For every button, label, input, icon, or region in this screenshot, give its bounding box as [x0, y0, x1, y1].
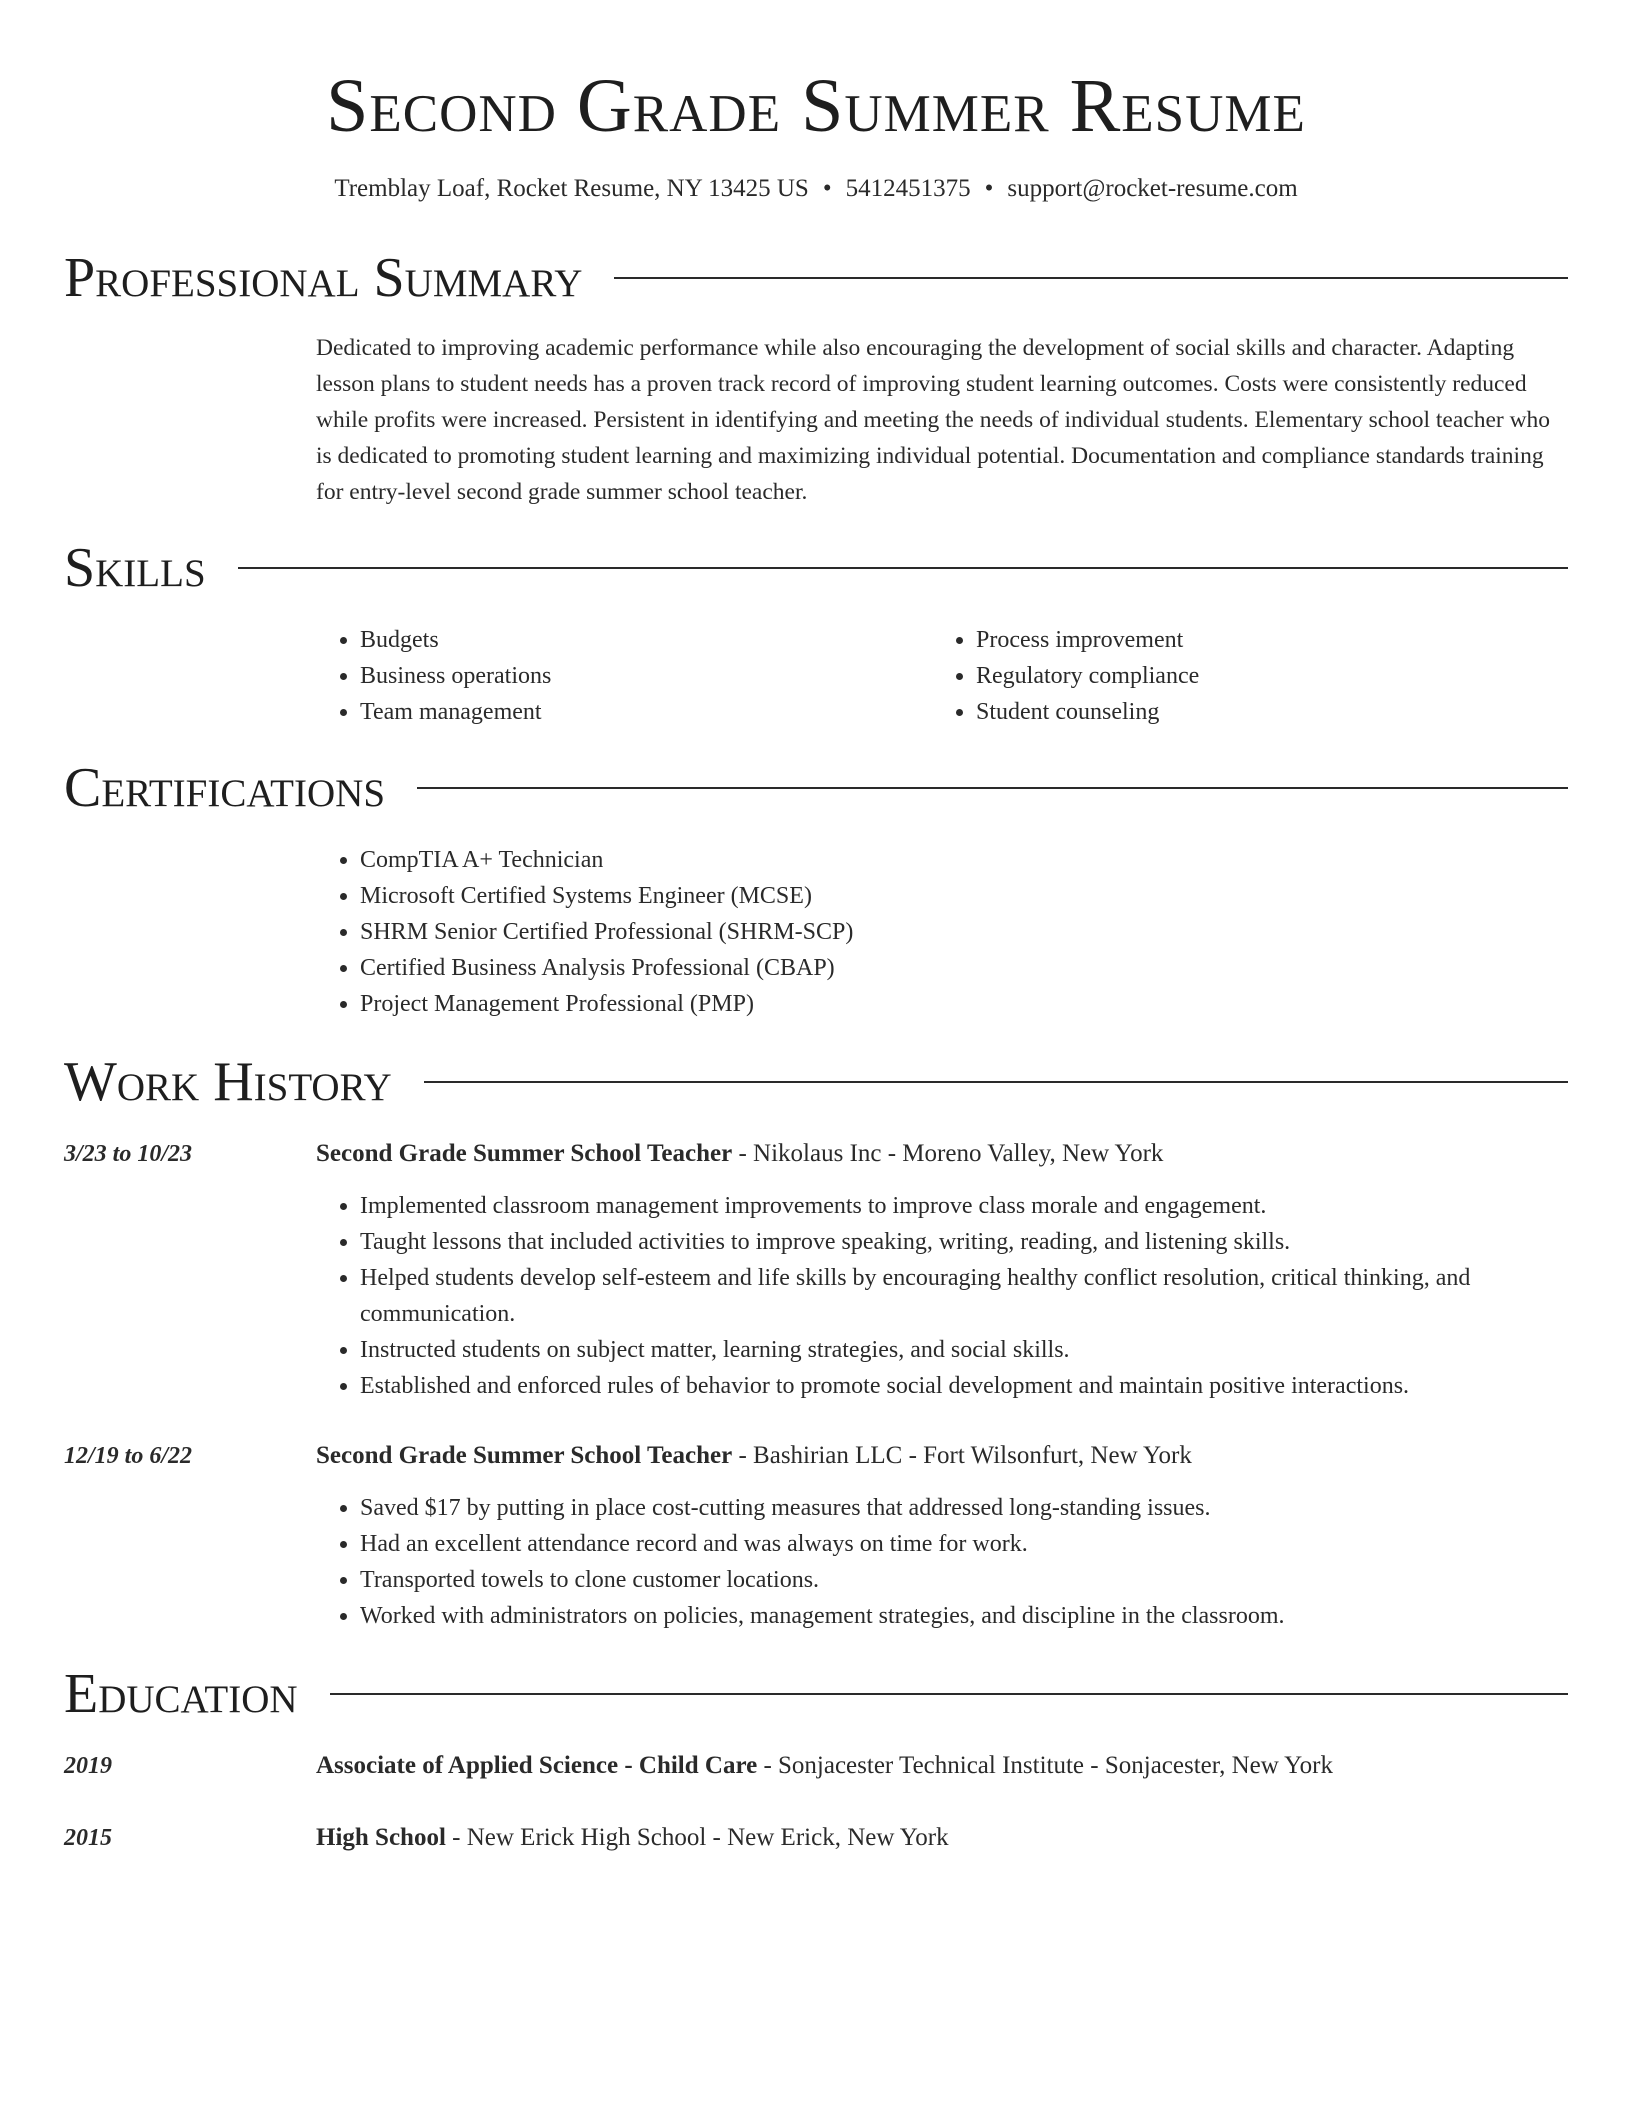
summary-text: Dedicated to improving academic performance while also encouraging the development of social skills and character. Adapting lesson plans to student needs has a proven track record of improving student learning outcomes. Costs were consistently reduced while profits were increased. Persistent in identifying and meeting the needs of individual students. Elementary school teacher who is dedicated to promoting student learning and maximizing individual potential. Documentation and compliance standards training for entry-level second grade summer school teacher. [316, 335, 1551, 505]
certification-item: • Certified Business Analysis Professional (CBAP) [360, 950, 1568, 986]
certifications-section-heading [64, 756, 1568, 820]
job-entry [64, 1136, 1568, 1404]
education-details: - Sonjacester Technical Institute - Sonjacester, New York [757, 1752, 1333, 1779]
section-divider [238, 567, 1568, 569]
skill-item: • Regulatory compliance [976, 658, 1548, 694]
contact-separator: • [822, 175, 832, 202]
education-section-heading [64, 1662, 1568, 1726]
job-bullet: • Had an excellent attendance record and was always on time for work. [360, 1526, 1568, 1562]
job-bullet: • Taught lessons that included activities to improve speaking, writing, reading, and listening skills. [360, 1224, 1568, 1260]
certification-item: • SHRM Senior Certified Professional (SHRM-SCP) [360, 914, 1568, 950]
job-bullet: • Instructed students on subject matter, learning strategies, and social skills. [360, 1332, 1568, 1368]
skills-column-right [932, 622, 1548, 730]
contact-separator: • [984, 175, 994, 202]
skill-item: • Team management [360, 694, 932, 730]
job-dates: 12/19 to 6/22 [64, 1443, 193, 1469]
education-entry [64, 1820, 1568, 1856]
education-heading [316, 1820, 949, 1856]
contact-address: Tremblay Loaf, Rocket Resume, NY 13425 US [334, 175, 809, 202]
resume-title: Second Grade Summer Resume [326, 64, 1306, 148]
job-heading [316, 1438, 1568, 1474]
job-details: - Nikolaus Inc - Moreno Valley, New York [732, 1140, 1164, 1167]
skills-column-left [316, 622, 932, 730]
skills-title: Skills [64, 537, 206, 599]
certification-item: • CompTIA A+ Technician [360, 842, 1568, 878]
certifications-list [316, 842, 1568, 1022]
job-details: - Bashirian LLC - Fort Wilsonfurt, New York [732, 1442, 1192, 1469]
summary-title: Professional Summary [64, 247, 583, 309]
job-heading [316, 1136, 1568, 1172]
education-year: 2015 [64, 1825, 112, 1851]
education-heading [316, 1748, 1333, 1784]
skill-item: • Business operations [360, 658, 932, 694]
work-title: Work History [64, 1051, 392, 1113]
section-divider [614, 277, 1568, 279]
certification-item: • Project Management Professional (PMP) [360, 986, 1568, 1022]
section-divider [424, 1081, 1568, 1083]
job-bullet: • Established and enforced rules of behavior to promote social development and maintain positive interactions. [360, 1368, 1568, 1404]
education-entry [64, 1748, 1568, 1784]
skill-item: • Student counseling [976, 694, 1548, 730]
job-bullet: • Transported towels to clone customer locations. [360, 1562, 1568, 1598]
education-year: 2019 [64, 1753, 112, 1779]
job-role: Second Grade Summer School Teacher [316, 1140, 733, 1167]
job-dates: 3/23 to 10/23 [64, 1141, 193, 1167]
job-role: Second Grade Summer School Teacher [316, 1442, 733, 1469]
skills-list [316, 622, 1568, 730]
job-bullet: • Saved $17 by putting in place cost-cutting measures that addressed long-standing issues. [360, 1490, 1568, 1526]
education-degree: Associate of Applied Science - Child Care [316, 1752, 758, 1779]
job-entry [64, 1438, 1568, 1634]
summary-section-heading [64, 246, 1568, 310]
certification-item: • Microsoft Certified Systems Engineer (MCSE) [360, 878, 1568, 914]
section-divider [417, 787, 1568, 789]
section-divider [330, 1693, 1568, 1695]
contact-email: support@rocket-resume.com [1007, 175, 1298, 202]
job-bullets [316, 1188, 1568, 1404]
contact-line [64, 172, 1568, 206]
job-bullet: • Helped students develop self-esteem and life skills by encouraging healthy conflict resolution, critical thinking, and communication. [360, 1260, 1568, 1332]
certifications-title: Certifications [64, 757, 386, 819]
job-bullet: • Worked with administrators on policies, management strategies, and discipline in the classroom. [360, 1598, 1568, 1634]
skill-item: • Budgets [360, 622, 932, 658]
work-section-heading [64, 1050, 1568, 1114]
skill-item: • Process improvement [976, 622, 1548, 658]
job-bullet: • Implemented classroom management improvements to improve class morale and engagement. [360, 1188, 1568, 1224]
education-degree: High School [316, 1824, 446, 1851]
skills-section-heading [64, 536, 1568, 600]
education-details: - New Erick High School - New Erick, New York [445, 1824, 949, 1851]
education-title: Education [64, 1663, 298, 1725]
job-bullets [316, 1490, 1568, 1634]
resume-page [64, 0, 1568, 1856]
contact-phone: 5412451375 [845, 175, 971, 202]
